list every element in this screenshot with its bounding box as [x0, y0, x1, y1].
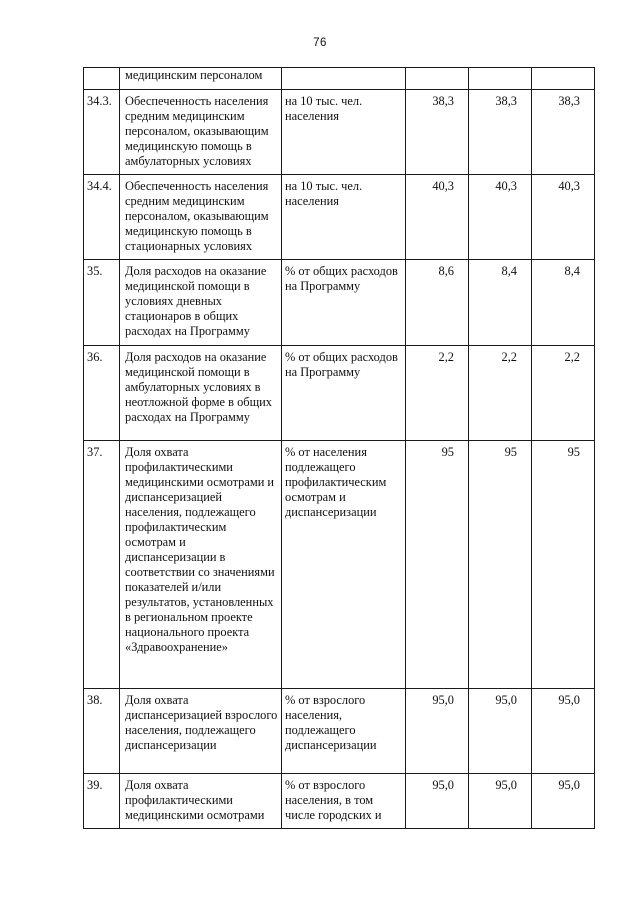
value-cell-3 [532, 68, 595, 90]
table-row [84, 90, 595, 175]
table-row [84, 175, 595, 260]
unit-cell: % от взрослого населения, подлежащего диспансеризации [282, 689, 406, 774]
row-number-cell: 38. [84, 689, 120, 774]
unit-cell [282, 68, 406, 90]
value-cell-1: 95,0 [406, 689, 469, 774]
row-number-cell: 36. [84, 346, 120, 441]
table-row [84, 260, 595, 346]
value-cell-1: 8,6 [406, 260, 469, 346]
value-cell-2: 95 [469, 441, 532, 689]
value-cell-2: 95,0 [469, 774, 532, 829]
indicator-name-cell: Доля охвата диспансеризацией взрослого населения, подлежащего диспансеризации [120, 689, 282, 774]
value-cell-3: 38,3 [532, 90, 595, 175]
unit-cell: % от взрослого населения, в том числе городских и [282, 774, 406, 829]
indicator-name-cell: Обеспеченность населения средним медицинским персоналом, оказывающим медицинскую помощь в амбулаторных условиях [120, 90, 282, 175]
value-cell-2: 38,3 [469, 90, 532, 175]
row-number-cell: 39. [84, 774, 120, 829]
unit-cell: % от общих расходов на Программу [282, 260, 406, 346]
page-number: 76 [313, 37, 327, 49]
row-number-cell: 34.3. [84, 90, 120, 175]
unit-cell: на 10 тыс. чел. населения [282, 175, 406, 260]
row-number-cell: 37. [84, 441, 120, 689]
table-row [84, 68, 595, 90]
unit-cell: на 10 тыс. чел. населения [282, 90, 406, 175]
unit-cell: % от населения подлежащего профилактическим осмотрам и диспансеризации [282, 441, 406, 689]
row-number-cell: 35. [84, 260, 120, 346]
table-row [84, 441, 595, 689]
indicator-name-cell: Доля расходов на оказание медицинской помощи в амбулаторных условиях в неотложной форме в общих расходах на Программу [120, 346, 282, 441]
indicator-name-cell: Обеспеченность населения средним медицинским персоналом, оказывающим медицинскую помощь в стационарных условиях [120, 175, 282, 260]
value-cell-2 [469, 68, 532, 90]
row-number-cell: 34.4. [84, 175, 120, 260]
unit-cell: % от общих расходов на Программу [282, 346, 406, 441]
value-cell-1: 2,2 [406, 346, 469, 441]
table-row [84, 774, 595, 829]
indicator-name-cell: Доля расходов на оказание медицинской помощи в условиях дневных стационаров в общих расходах на Программу [120, 260, 282, 346]
indicators-table [83, 67, 595, 829]
value-cell-3: 40,3 [532, 175, 595, 260]
value-cell-3: 8,4 [532, 260, 595, 346]
value-cell-1: 38,3 [406, 90, 469, 175]
table-row [84, 346, 595, 441]
value-cell-3: 95 [532, 441, 595, 689]
indicator-name-cell: Доля охвата профилактическими медицинскими осмотрами [120, 774, 282, 829]
row-number-cell [84, 68, 120, 90]
value-cell-3: 2,2 [532, 346, 595, 441]
value-cell-1: 95 [406, 441, 469, 689]
value-cell-2: 95,0 [469, 689, 532, 774]
value-cell-2: 8,4 [469, 260, 532, 346]
value-cell-1 [406, 68, 469, 90]
value-cell-2: 2,2 [469, 346, 532, 441]
value-cell-3: 95,0 [532, 689, 595, 774]
indicator-name-cell: Доля охвата профилактическими медицинскими осмотрами и диспансеризацией населения, подлежащего профилактическим осмотрам и диспансеризации в соответствии со значениями показателей и/или результатов, установленных в региональном проекте национального проекта «Здравоохранение» [120, 441, 282, 689]
value-cell-3: 95,0 [532, 774, 595, 829]
indicator-name-cell: медицинским персоналом [120, 68, 282, 90]
value-cell-1: 95,0 [406, 774, 469, 829]
value-cell-1: 40,3 [406, 175, 469, 260]
value-cell-2: 40,3 [469, 175, 532, 260]
table-row [84, 689, 595, 774]
